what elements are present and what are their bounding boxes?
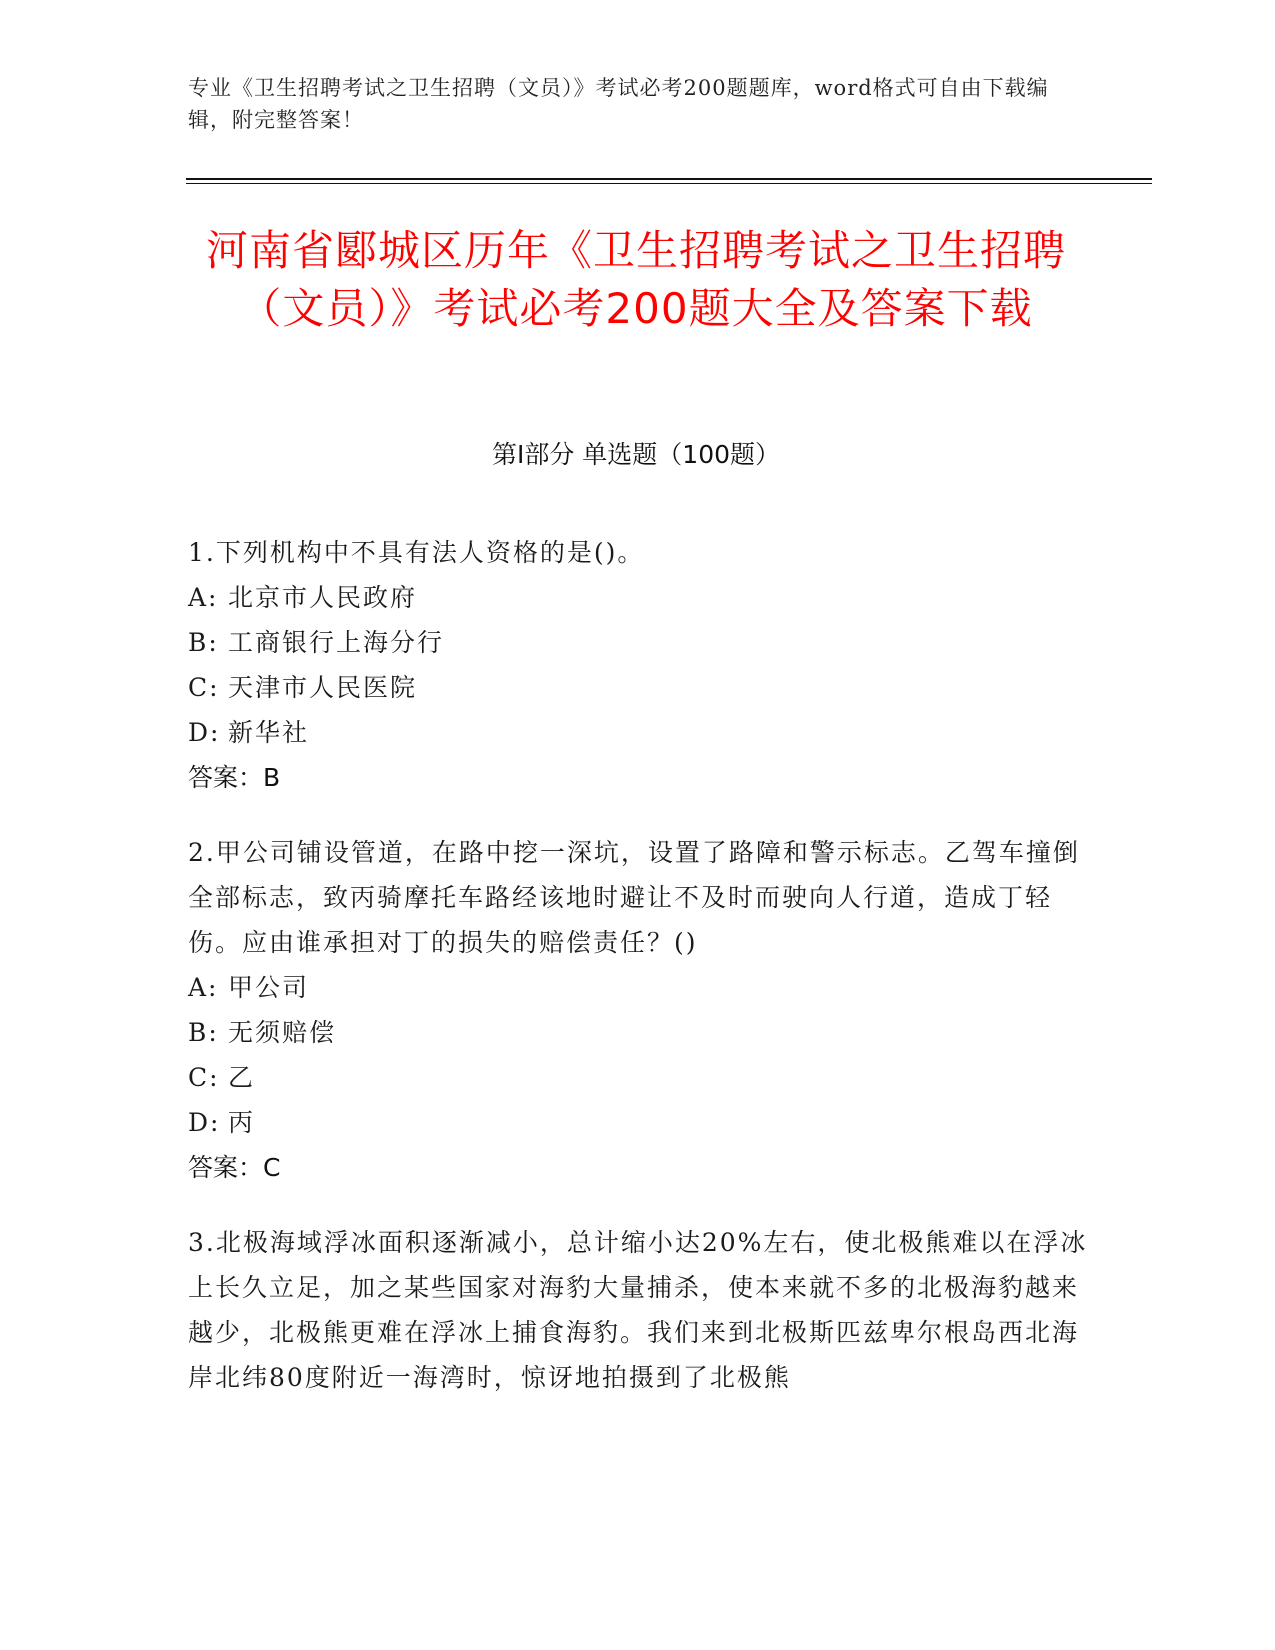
option-text: 新华社: [228, 718, 310, 747]
option-letter: A:: [188, 583, 219, 612]
option-letter: A:: [188, 973, 219, 1002]
question-item: [188, 530, 1088, 800]
section-title: 第Ⅰ部分 单选题（100题）: [491, 440, 781, 469]
option-a: [188, 965, 1088, 1010]
option-letter: C:: [188, 673, 220, 702]
option-letter: D:: [188, 1108, 221, 1137]
option-text: 丙: [228, 1108, 256, 1137]
option-letter: B:: [188, 1018, 219, 1047]
question-stem: 2.甲公司铺设管道，在路中挖一深坑，设置了路障和警示标志。乙驾车撞倒全部标志，致丙骑摩托车路经该地时避让不及时而驶向人行道，造成丁轻伤。应由谁承担对丁的损失的赔偿责任？(): [188, 838, 1080, 957]
option-c: [188, 665, 1088, 710]
option-b: [188, 620, 1088, 665]
header-rule-thin: [186, 183, 1152, 184]
document-title: 河南省郾城区历年《卫生招聘考试之卫生招聘（文员）》考试必考200题大全及答案下载: [205, 226, 1066, 333]
question-item: [188, 1220, 1088, 1400]
option-letter: D:: [188, 718, 221, 747]
option-text: 北京市人民政府: [228, 583, 418, 612]
option-d: [188, 710, 1088, 755]
question-list: [188, 530, 1088, 1430]
option-text: 工商银行上海分行: [228, 628, 445, 657]
option-text: 甲公司: [228, 973, 310, 1002]
question-item: [188, 830, 1088, 1190]
answer-line: 答案：C: [188, 1153, 281, 1182]
answer-line: 答案：B: [188, 763, 281, 792]
question-stem: 1.下列机构中不具有法人资格的是()。: [188, 538, 645, 567]
option-text: 无须赔偿: [228, 1018, 337, 1047]
option-d: [188, 1100, 1088, 1145]
option-text: 天津市人民医院: [228, 673, 418, 702]
option-text: 乙: [228, 1063, 256, 1092]
option-c: [188, 1055, 1088, 1100]
option-letter: C:: [188, 1063, 220, 1092]
option-a: [188, 575, 1088, 620]
option-letter: B:: [188, 628, 219, 657]
header-rule-thick: [186, 178, 1152, 180]
question-stem: 3.北极海域浮冰面积逐渐减小，总计缩小达20%左右，使北极熊难以在浮冰上长久立足，加之某些国家对海豹大量捕杀，使本来就不多的北极海豹越来越少，北极熊更难在浮冰上捕食海豹。我们来到北极斯匹兹卑尔根岛西北海岸北纬80度附近一海湾时，惊讶地拍摄到了北极熊: [188, 1228, 1088, 1392]
option-b: [188, 1010, 1088, 1055]
header-note: 专业《卫生招聘考试之卫生招聘（文员）》考试必考200题题库，word格式可自由下载编辑，附完整答案！: [188, 76, 1049, 132]
